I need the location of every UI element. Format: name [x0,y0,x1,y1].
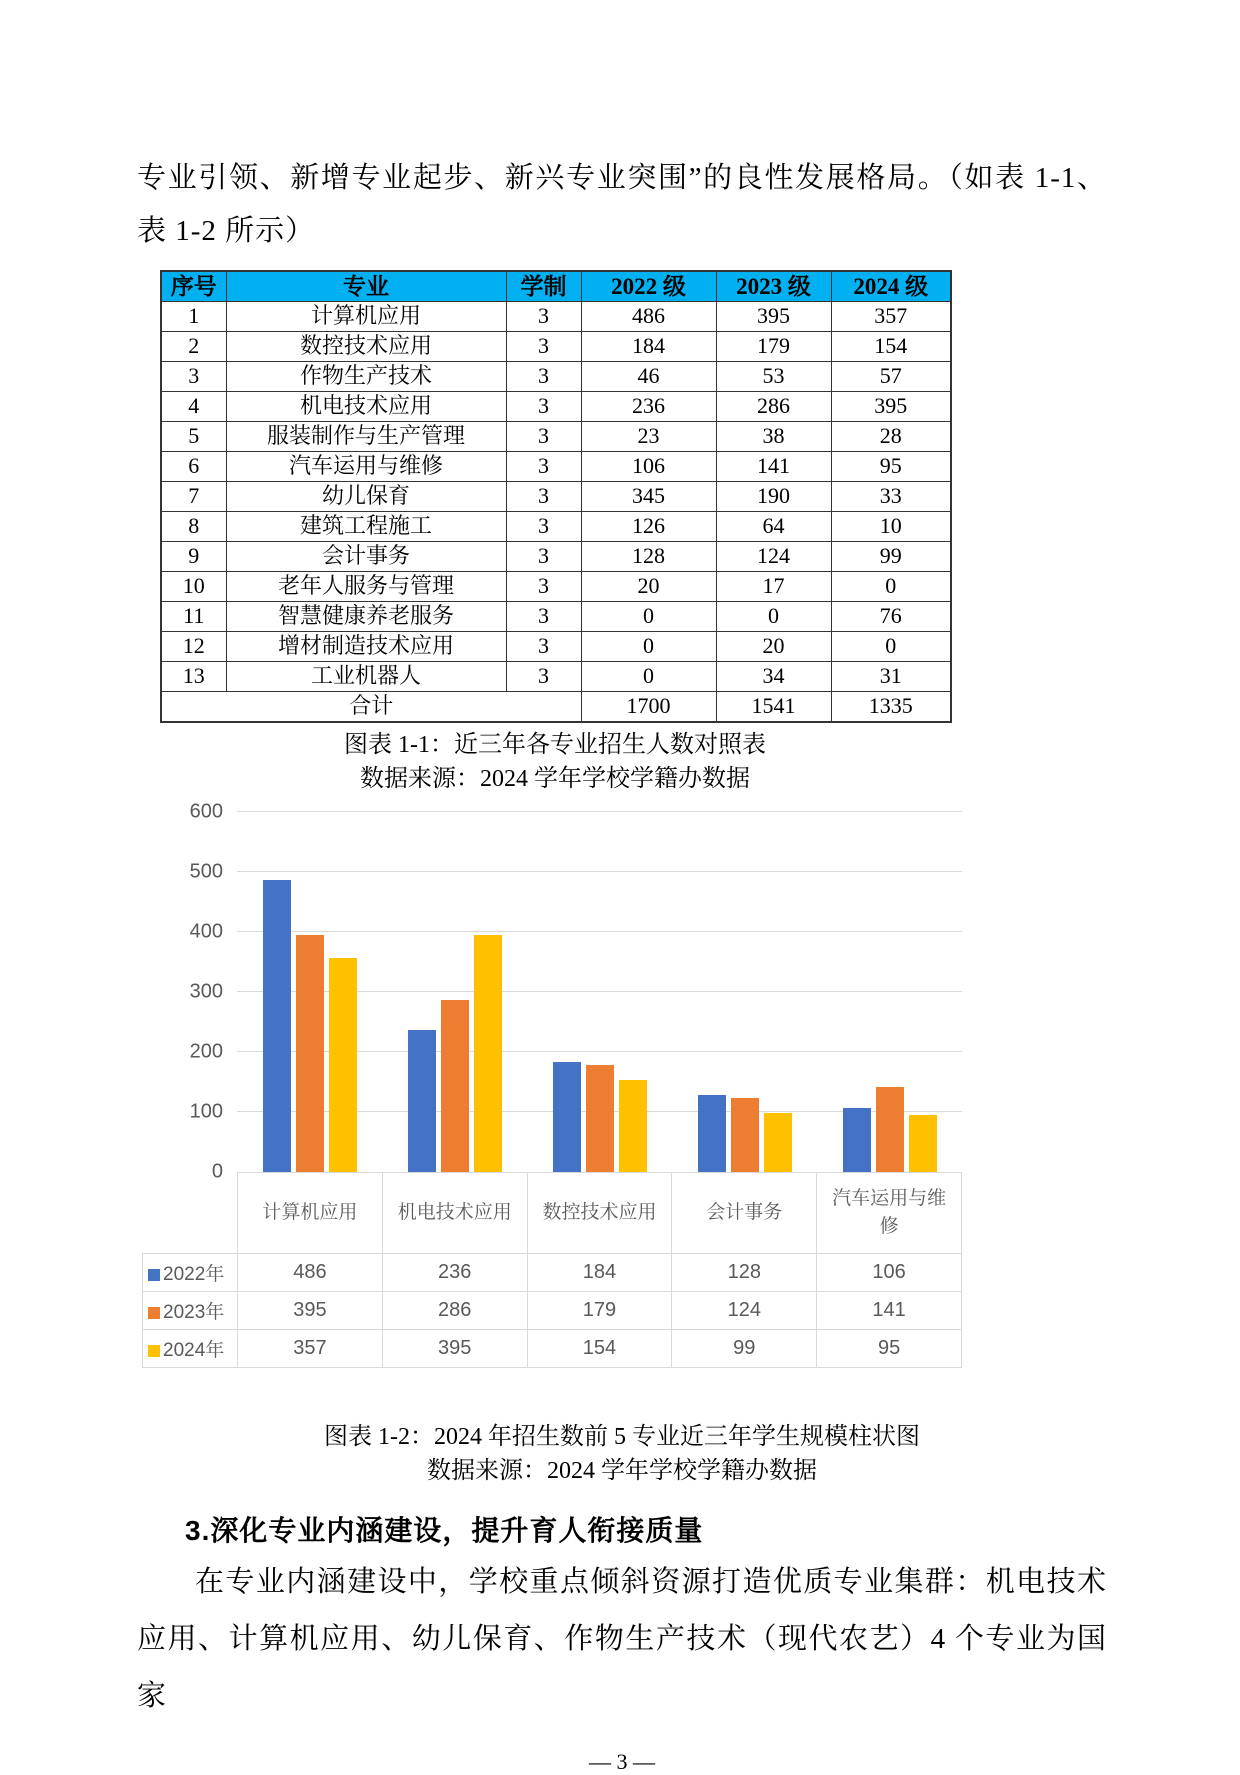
table-row [161,452,951,482]
table-cell: 3 [506,332,581,362]
category-label-cell: 会计事务 [672,1173,817,1254]
legend-swatch [148,1307,160,1319]
corner-cell [143,1173,238,1254]
table-cell: 10 [831,512,951,542]
bar-2023年-数控技术应用 [586,1065,614,1172]
bar-group [817,812,962,1172]
table-row [161,362,951,392]
bar-2024年-会计事务 [764,1113,792,1172]
value-cell: 486 [238,1254,383,1292]
table-cell: 179 [716,332,831,362]
table-cell: 31 [831,662,951,692]
table-cell: 13 [161,662,226,692]
table-cell: 64 [716,512,831,542]
column-header: 学制 [506,271,581,302]
value-cell: 141 [817,1292,962,1330]
value-cell: 154 [527,1330,672,1368]
table-cell: 11 [161,602,226,632]
column-header: 2023 级 [716,271,831,302]
bar-2022年-汽车运用与维修 [843,1108,871,1172]
value-cell: 286 [382,1292,527,1330]
table-cell: 3 [506,482,581,512]
chart-plot-area [142,800,962,1183]
table-cell: 汽车运用与维修 [226,452,506,482]
table-source: 数据来源：2024 学年学校学籍办数据 [360,766,750,792]
table-cell: 5 [161,422,226,452]
table-cell: 76 [831,602,951,632]
value-cell: 106 [817,1254,962,1292]
bar-group [672,812,817,1172]
total-value: 1335 [831,692,951,723]
table-cell: 3 [506,542,581,572]
table-cell: 357 [831,302,951,332]
bar-2024年-计算机应用 [329,958,357,1172]
legend-label: 2023年 [163,1302,225,1323]
table-header-row [161,271,951,302]
y-axis-label: 400 [189,920,223,943]
table-cell: 34 [716,662,831,692]
legend-swatch [148,1345,160,1357]
legend-data-row [143,1292,962,1330]
value-cell: 179 [527,1292,672,1330]
bar-group [382,812,527,1172]
table-cell: 286 [716,392,831,422]
section-heading: 3.深化专业内涵建设，提升育人衔接质量 [185,1515,704,1546]
table-cell: 0 [581,662,716,692]
bar-chart [142,800,962,1368]
y-axis-label: 600 [189,800,223,823]
bar-2024年-数控技术应用 [619,1080,647,1172]
bar-2022年-计算机应用 [263,880,291,1172]
table-cell: 3 [506,662,581,692]
table-cell: 老年人服务与管理 [226,572,506,602]
table-cell: 幼儿保育 [226,482,506,512]
bar-2023年-会计事务 [731,1098,759,1172]
table-cell: 126 [581,512,716,542]
table-cell: 395 [716,302,831,332]
table-cell: 计算机应用 [226,302,506,332]
bar-2024年-机电技术应用 [474,935,502,1172]
table-cell: 184 [581,332,716,362]
table-cell: 4 [161,392,226,422]
table-cell: 17 [716,572,831,602]
legend-data-row [143,1330,962,1368]
table-cell: 0 [716,602,831,632]
y-axis-label: 200 [189,1040,223,1063]
table-cell: 会计事务 [226,542,506,572]
enrollment-table [160,270,952,723]
table-cell: 23 [581,422,716,452]
table-cell: 增材制造技术应用 [226,632,506,662]
plot-area [237,812,962,1172]
category-label-cell: 机电技术应用 [382,1173,527,1254]
table-cell: 106 [581,452,716,482]
category-label-row [143,1173,962,1254]
y-axis [142,800,237,1183]
table-cell: 190 [716,482,831,512]
table-cell: 3 [506,362,581,392]
category-label-cell: 数控技术应用 [527,1173,672,1254]
bar-2022年-机电技术应用 [408,1030,436,1172]
table-cell: 20 [716,632,831,662]
total-value: 1700 [581,692,716,723]
table-cell: 服装制作与生产管理 [226,422,506,452]
total-value: 1541 [716,692,831,723]
chart-data-table [142,1172,962,1368]
table-total-row [161,692,951,723]
table-cell: 3 [161,362,226,392]
value-cell: 395 [382,1330,527,1368]
table-cell: 12 [161,632,226,662]
table-cell: 28 [831,422,951,452]
table-cell: 3 [506,302,581,332]
bar-2023年-机电技术应用 [441,1000,469,1172]
y-axis-label: 300 [189,980,223,1003]
column-header: 2022 级 [581,271,716,302]
category-label-cell: 汽车运用与维修 [817,1173,962,1254]
y-axis-label: 500 [189,860,223,883]
table-cell: 128 [581,542,716,572]
table-cell: 0 [581,602,716,632]
table-cell: 46 [581,362,716,392]
category-label-cell: 计算机应用 [238,1173,383,1254]
legend-cell [143,1330,238,1368]
table-cell: 395 [831,392,951,422]
table-cell: 作物生产技术 [226,362,506,392]
table-cell: 345 [581,482,716,512]
value-cell: 99 [672,1330,817,1368]
column-header: 2024 级 [831,271,951,302]
table-row [161,422,951,452]
table-cell: 20 [581,572,716,602]
value-cell: 184 [527,1254,672,1292]
table-cell: 3 [506,602,581,632]
table-row [161,512,951,542]
table-cell: 3 [506,632,581,662]
bar-2022年-会计事务 [698,1095,726,1172]
bar-group [527,812,672,1172]
table-row [161,602,951,632]
table-cell: 6 [161,452,226,482]
table-cell: 0 [831,632,951,662]
table-cell: 工业机器人 [226,662,506,692]
legend-swatch [148,1269,160,1281]
y-axis-label: 100 [189,1100,223,1123]
table-row [161,392,951,422]
total-label: 合计 [161,692,581,723]
table-cell: 数控技术应用 [226,332,506,362]
bar-2024年-汽车运用与维修 [909,1115,937,1172]
value-cell: 236 [382,1254,527,1292]
table-cell: 124 [716,542,831,572]
table-cell: 53 [716,362,831,392]
bar-2023年-汽车运用与维修 [876,1087,904,1172]
value-cell: 395 [238,1292,383,1330]
figure-caption: 图表 1-2：2024 年招生数前 5 专业近三年学生规模柱状图 [324,1424,920,1450]
column-header: 序号 [161,271,226,302]
value-cell: 95 [817,1330,962,1368]
table-cell: 0 [581,632,716,662]
body-line-1: 在专业内涵建设中，学校重点倾斜资源打造优质专业集群：机电技术 [195,1566,1107,1598]
bar-2023年-计算机应用 [296,935,324,1172]
page-number: — 3 — [589,1749,655,1774]
table-row [161,632,951,662]
table-cell: 236 [581,392,716,422]
bar-group [237,812,382,1172]
table-cell: 机电技术应用 [226,392,506,422]
table-row [161,542,951,572]
legend-label: 2022年 [163,1264,225,1285]
table-cell: 10 [161,572,226,602]
value-cell: 124 [672,1292,817,1330]
legend-cell [143,1292,238,1330]
table-cell: 8 [161,512,226,542]
intro-line-1: 专业引领、新增专业起步、新兴专业突围”的良性发展格局。（如表 1-1、 [137,162,1107,194]
legend-cell [143,1254,238,1292]
table-cell: 0 [831,572,951,602]
table-cell: 2 [161,332,226,362]
value-cell: 128 [672,1254,817,1292]
table-cell: 3 [506,452,581,482]
table-cell: 95 [831,452,951,482]
body-line-2: 应用、计算机应用、幼儿保育、作物生产技术（现代农艺）4 个专业为国家 [137,1623,1107,1712]
table-caption: 图表 1-1：近三年各专业招生人数对照表 [344,732,766,758]
legend-data-row [143,1254,962,1292]
table-cell: 3 [506,392,581,422]
table-cell: 3 [506,512,581,542]
figure-source: 数据来源：2024 学年学校学籍办数据 [427,1458,817,1484]
table-cell: 33 [831,482,951,512]
table-row [161,482,951,512]
table-cell: 486 [581,302,716,332]
table-cell: 38 [716,422,831,452]
value-cell: 357 [238,1330,383,1368]
column-header: 专业 [226,271,506,302]
table-cell: 141 [716,452,831,482]
legend-label: 2024年 [163,1340,225,1361]
table-row [161,302,951,332]
table-cell: 7 [161,482,226,512]
table-cell: 智慧健康养老服务 [226,602,506,632]
intro-line-2: 表 1-2 所示） [137,215,316,247]
table-cell: 154 [831,332,951,362]
table-cell: 57 [831,362,951,392]
table-cell: 1 [161,302,226,332]
bar-2022年-数控技术应用 [553,1062,581,1172]
table-cell: 99 [831,542,951,572]
enrollment-table-block [160,270,950,796]
table-row [161,332,951,362]
y-axis-label: 0 [211,1160,223,1183]
table-cell: 3 [506,572,581,602]
table-row [161,662,951,692]
table-cell: 建筑工程施工 [226,512,506,542]
table-cell: 9 [161,542,226,572]
table-row [161,572,951,602]
table-cell: 3 [506,422,581,452]
